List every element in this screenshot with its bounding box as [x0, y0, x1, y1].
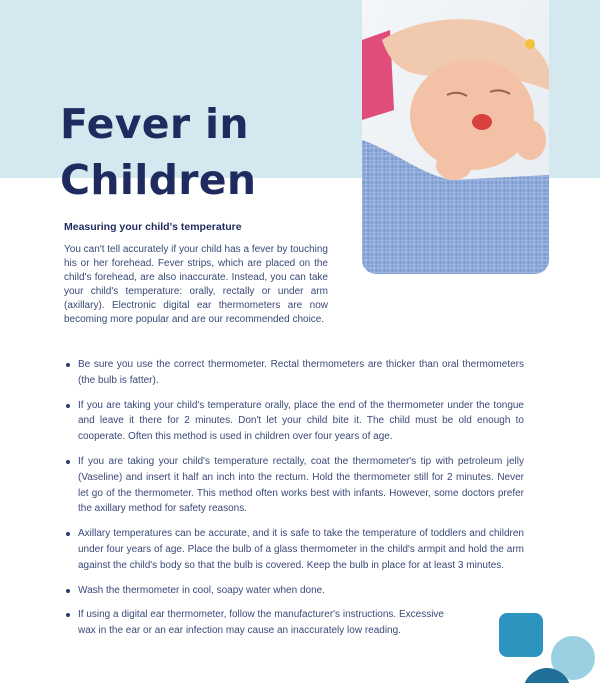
instructions-list — [66, 357, 524, 639]
list-item: Wash the thermometer in cool, soapy water when done. — [66, 583, 524, 599]
intro-paragraph: You can't tell accurately if your child has a fever by touching his or her forehead. Fever strips, which are placed on the child's forehead, are also inaccurate. Instead, you can take your child's temperature: orally, rectally or under arm (axillary). Electronic digital ear thermometers are now becoming more popular and are our recommended choice. — [64, 244, 328, 326]
decorative-square — [499, 613, 543, 657]
list-item: Be sure you use the correct thermometer. Rectal thermometers are thicker than oral thermometers (the bulb is fatter). — [66, 357, 524, 389]
list-item: If you are taking your child's temperature orally, place the end of the thermometer under the tongue and leave it there for 2 minutes. Don't let your child bite it. The child must be old enough to cooperate. Often this method is used in children over four years of age. — [66, 398, 524, 445]
list-item: Axillary temperatures can be accurate, and it is safe to take the temperature of toddlers and children under four years of age. Place the bulb of a glass thermometer in the child's armpit and hold the arm against the child's body so that the bulb is covered. Keep the bulb in place for at least 3 minutes. — [66, 526, 524, 573]
crying-baby-photo — [362, 0, 549, 274]
section-heading: Measuring your child's temperature — [64, 221, 242, 233]
page-title: Fever in Children — [60, 100, 257, 204]
list-item: If using a digital ear thermometer, follow the manufacturer's instructions. Excessive wax in the ear or an ear infection may cause an inaccurately low reading. — [66, 607, 444, 639]
list-item: If you are taking your child's temperature rectally, coat the thermometer's tip with petroleum jelly (Vaseline) and insert it half an inch into the rectum. Hold the thermometer still for 2 minutes. Never let go of the thermometer. This method often works best with infants. However, some doctors prefer the axillary method for safety reasons. — [66, 454, 524, 517]
